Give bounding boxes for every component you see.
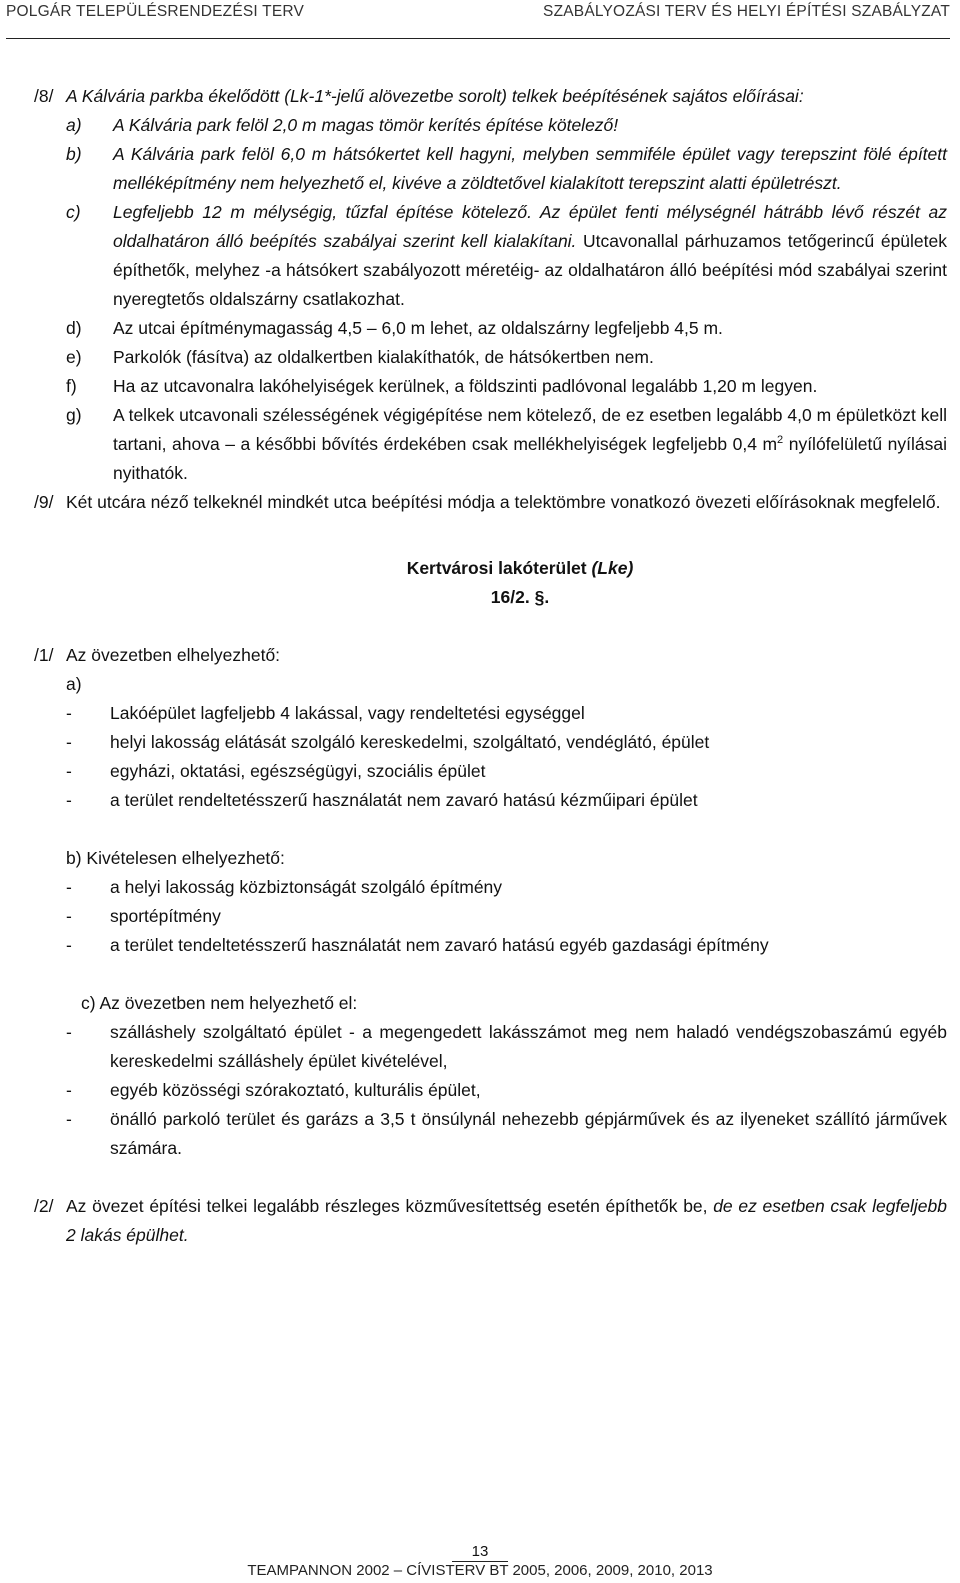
item-a — [0, 111, 960, 140]
list-item-text: a helyi lakosság közbiztonságát szolgáló építmény — [110, 877, 503, 897]
list-item-text: sportépítmény — [110, 906, 221, 926]
paragraph-8 — [0, 82, 960, 111]
header-left: POLGÁR TELEPÜLÉSRENDEZÉSI TERV — [6, 3, 305, 20]
item-text-rest: Utcavonallal párhuzamos tetőgerincű épületek építhetők, melyhez -a hátsókert szabályozott méretéig- az oldalhatáron álló beépítési mód szabályai szerint nyeregtetős oldalszárny csatlakozhat. — [113, 231, 948, 309]
header-rule — [6, 38, 950, 39]
dash: - — [66, 790, 72, 810]
list-item-text: a terület tendeltetésszerű használatát nem zavaró hatású egyéb gazdasági építmény — [110, 935, 769, 955]
dash: - — [66, 906, 72, 926]
item-d — [0, 314, 960, 343]
superscript: 2 — [777, 434, 784, 447]
item-label: f) — [66, 376, 77, 396]
list-item-text: egyéb közösségi szórakoztató, kulturális épület, — [110, 1080, 481, 1100]
item-label: e) — [66, 347, 82, 367]
item-text: A Kálvária park felöl 2,0 m magas tömör kerítés építése kötelező! — [113, 115, 619, 135]
item-text-italic-2: Az épület fenti mélységnél hátrább lévő részét az oldalhatáron álló beépítés szabályai szerint kell kialakítani. — [113, 202, 947, 251]
group-a-label: a) — [66, 674, 82, 694]
item-e — [0, 343, 960, 372]
section-subtitle: 16/2. §. — [490, 587, 550, 607]
list-item-text: Lakóépület lagfeljebb 4 lakással, vagy rendeltetési egységgel — [110, 703, 585, 723]
footer-credits: TEAMPANNON 2002 – CÍVISTERV BT 2005, 2006, 2009, 2010, 2013 — [247, 1562, 713, 1579]
dash: - — [66, 1109, 72, 1129]
item-text-after: nyílófelületű nyílásai nyithatók. — [113, 434, 947, 483]
item-g — [0, 401, 960, 488]
paragraph-text: Az övezet építési telkei legalább részleges közművesítettség esetén építhetők be, — [66, 1196, 708, 1216]
item-text-italic: Legfeljebb 12 m mélységig, tűzfal építése kötelező. — [113, 202, 532, 222]
item-label: b) — [66, 144, 82, 164]
list-item — [0, 757, 960, 786]
header-right: SZABÁLYOZÁSI TERV ÉS HELYI ÉPÍTÉSI SZABÁLYZAT — [543, 3, 950, 20]
list-item — [0, 902, 960, 931]
list-item — [0, 1018, 960, 1076]
item-label: g) — [66, 405, 82, 425]
item-c — [0, 198, 960, 314]
group-c-label: c) Az övezetben nem helyezhető el: — [81, 993, 358, 1013]
paragraph-text: Két utcára néző telkeknél mindkét utca beépítési módja a telektömbre vonatkozó övezeti előírásoknak megfelelő. — [66, 492, 941, 512]
paragraph-number: /8/ — [34, 86, 54, 106]
section-2 — [0, 1192, 960, 1250]
item-text: Az utcai építménymagasság 4,5 – 6,0 m lehet, az oldalszárny legfeljebb 4,5 m. — [113, 318, 723, 338]
item-label: c) — [66, 202, 81, 222]
list-item-text: egyházi, oktatási, egészségügyi, szociális épület — [110, 761, 486, 781]
item-label: d) — [66, 318, 82, 338]
paragraph-number: /1/ — [34, 645, 54, 665]
list-item-text: helyi lakosság elátását szolgáló kereskedelmi, szolgáltató, vendéglátó, épület — [110, 732, 710, 752]
list-item-text: a terület rendeltetésszerű használatát nem zavaró hatású kézműipari épület — [110, 790, 698, 810]
section-title-italic: (Lke) — [591, 558, 634, 578]
dash: - — [66, 1022, 72, 1042]
list-item — [0, 786, 960, 815]
paragraph-9 — [0, 488, 960, 517]
item-text: A telkek utcavonali szélességének végigépítése nem kötelező, de ez esetben legalább 4,0 m épületközt kell tartani, ahova – a későbbi bővítés érdekében csak mellékhelyiségek legfeljebb 0,4 m — [113, 405, 947, 454]
item-b — [0, 140, 960, 198]
dash: - — [66, 703, 72, 723]
list-item — [0, 699, 960, 728]
item-text: Ha az utcavonalra lakóhelyiségek kerülnek, a földszinti padlóvonal legalább 1,20 m legyen. — [113, 376, 818, 396]
document-body — [0, 82, 960, 1250]
paragraph-number: /9/ — [34, 492, 54, 512]
page-header — [6, 3, 950, 33]
page-number: 13 — [471, 1543, 489, 1560]
group-b-label: b) Kivételesen elhelyezhető: — [66, 848, 285, 868]
list-item — [0, 1105, 960, 1163]
dash: - — [66, 732, 72, 752]
list-item-text: önálló parkoló terület és garázs a 3,5 t önsúlynál nehezebb gépjárművek és az ilyeneket szállító járművek számára. — [110, 1109, 947, 1158]
item-f — [0, 372, 960, 401]
paragraph-lead: Az övezetben elhelyezhető: — [66, 645, 281, 665]
item-text: A Kálvária park felöl 6,0 m hátsókertet kell hagyni, melyben semmiféle épület vagy terepszint fölé épített melléképítmény nem helyezhető el, kivéve a zöldtetővel kialakított terepszint alatti épületrészt. — [113, 144, 947, 193]
section-1 — [0, 641, 960, 670]
list-item — [0, 873, 960, 902]
item-label: a) — [66, 115, 82, 135]
item-text: Parkolók (fásítva) az oldalkertben kialakíthatók, de hátsókertben nem. — [113, 347, 654, 367]
dash: - — [66, 1080, 72, 1100]
list-item-text: szálláshely szolgáltató épület - a megengedett lakásszámot meg nem haladó vendégszobaszámú egyéb kereskedelmi szálláshely épület kivételével, — [110, 1022, 947, 1071]
paragraph-text-italic: de ez esetben csak legfeljebb 2 lakás épülhet. — [66, 1196, 947, 1245]
dash: - — [66, 761, 72, 781]
list-item — [0, 728, 960, 757]
paragraph-lead: A Kálvária parkba ékelődött (Lk-1*-jelű alövezetbe sorolt) telkek beépítésének sajátos előírásai: — [66, 86, 804, 106]
section-title — [0, 554, 960, 583]
dash: - — [66, 935, 72, 955]
list-item — [0, 1076, 960, 1105]
paragraph-number: /2/ — [34, 1196, 54, 1216]
section-title-main: Kertvárosi lakóterület — [406, 558, 592, 578]
dash: - — [66, 877, 72, 897]
list-item — [0, 931, 960, 960]
